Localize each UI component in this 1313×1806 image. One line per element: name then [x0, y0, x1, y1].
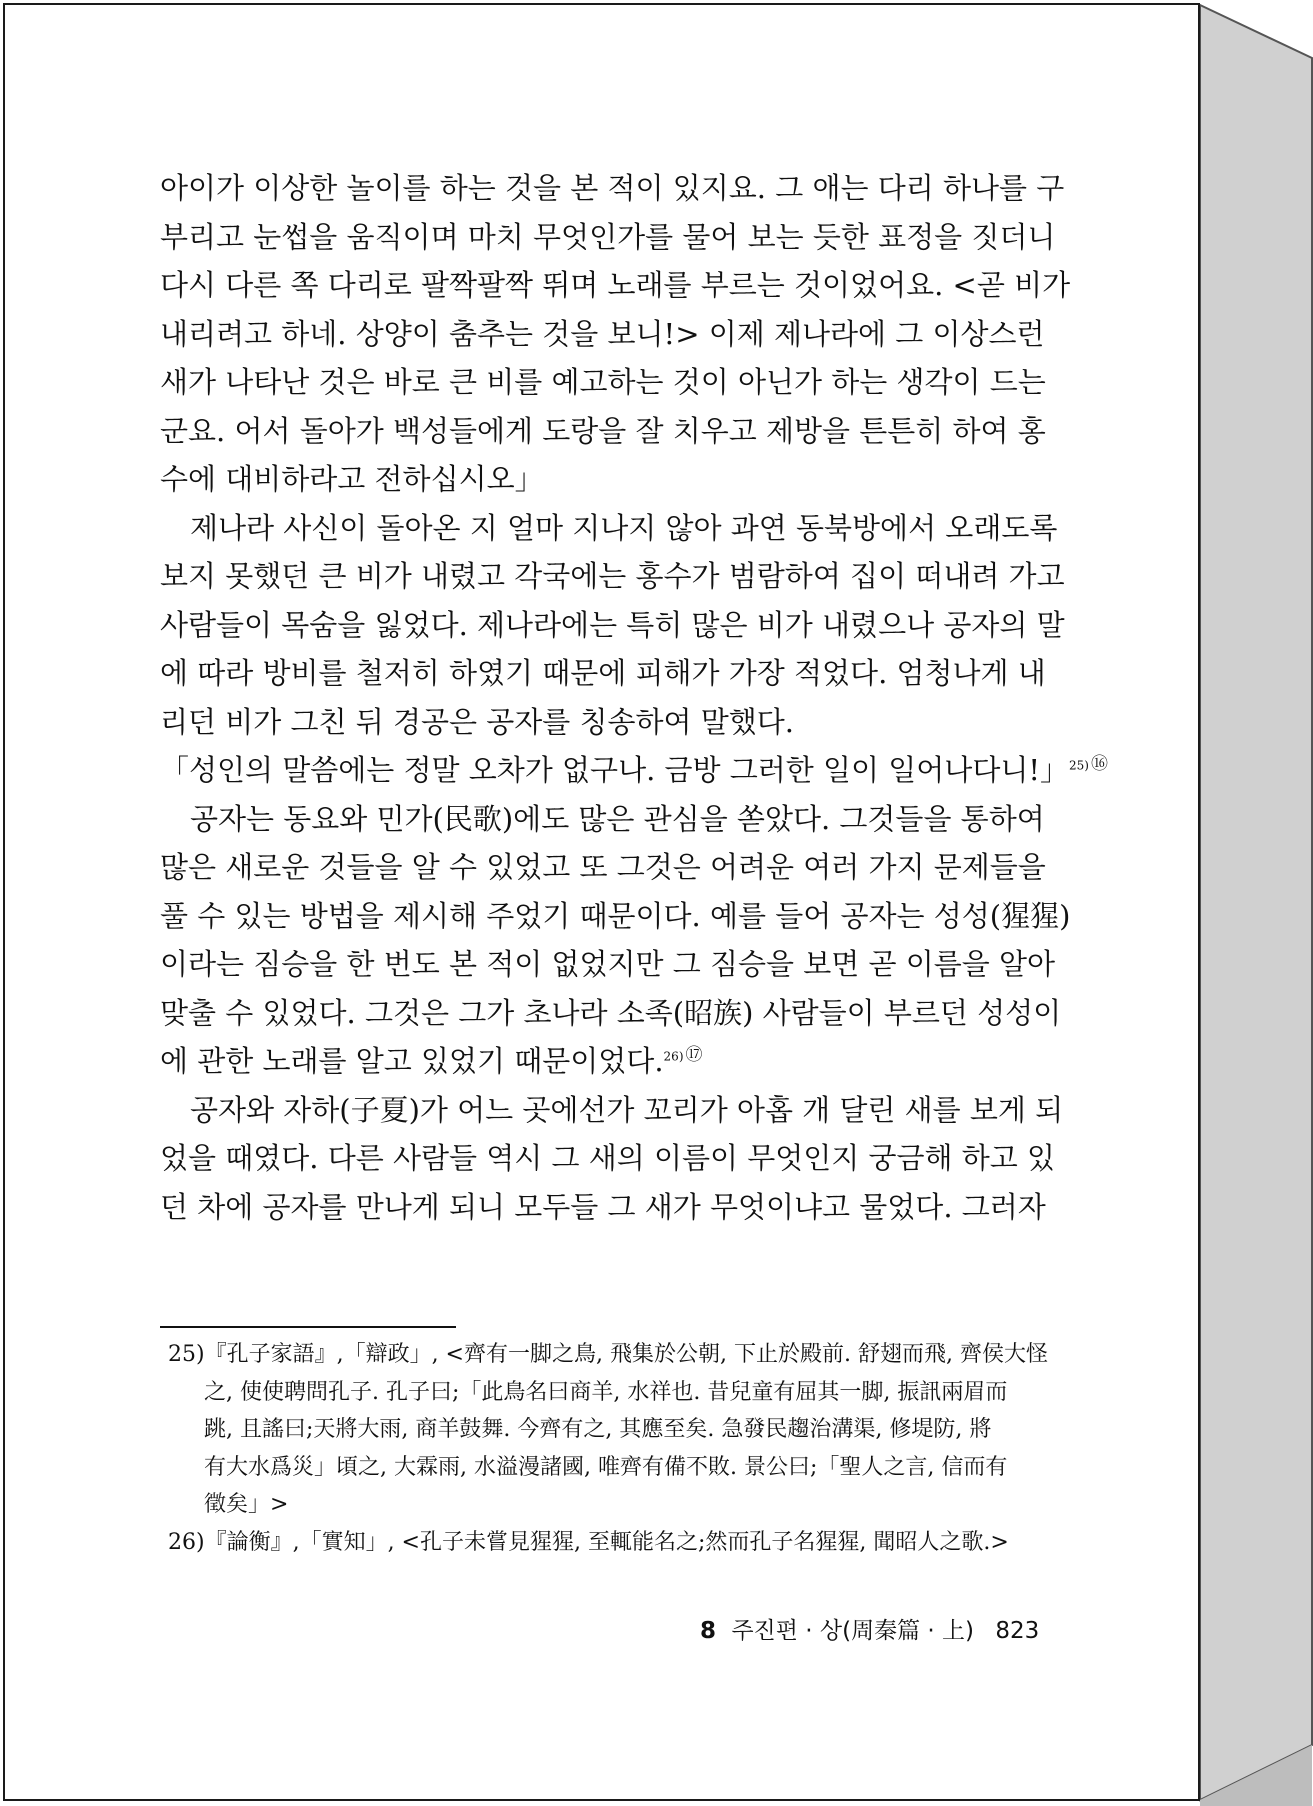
- body-line: 보지 못했던 큰 비가 내렸고 각국에는 홍수가 범람하여 집이 떠내려 가고: [160, 559, 1065, 593]
- body-line: 많은 새로운 것들을 알 수 있었고 또 그것은 어려운 여러 가지 문제들을: [160, 850, 1046, 884]
- body-line: 새가 나타난 것은 바로 큰 비를 예고하는 것이 아닌가 하는 생각이 드는: [160, 365, 1046, 399]
- body-line: 군요. 어서 돌아가 백성들에게 도랑을 잘 치우고 제방을 튼튼히 하여 홍: [160, 413, 1046, 448]
- body-line-with-ref: [160, 1037, 1050, 1086]
- body-line: 다시 다른 쪽 다리로 팔짝팔짝 뛰며 노래를 부르는 것이었어요. <곧 비가: [160, 268, 1071, 302]
- footnote-ref-26: 26): [663, 1049, 684, 1064]
- body-line: 이라는 짐승을 한 번도 본 적이 없었지만 그 짐승을 보면 곧 이름을 알아: [160, 947, 1056, 981]
- body-line: 던 차에 공자를 만나게 되니 모두들 그 새가 무엇이냐고 물었다. 그러자: [160, 1189, 1046, 1224]
- body-line: 부리고 눈썹을 움직이며 마치 무엇인가를 물어 보는 듯한 표정을 짓더니: [160, 219, 1056, 254]
- body-line: 아이가 이상한 놀이를 하는 것을 본 적이 있지요. 그 애는 다리 하나를 구: [160, 171, 1065, 205]
- quote-line: [160, 746, 1108, 795]
- endnote-mark-16: ⑯: [1090, 754, 1108, 775]
- body-line: 수에 대비하라고 전하십시오」: [160, 462, 544, 496]
- footnote-25-line: 之, 使使聘問孔子. 孔子曰;「此鳥名曰商羊, 水祥也. 昔兒童有屈其一脚, 振訊兩眉而: [204, 1379, 1008, 1405]
- footnote-separator: [160, 1326, 456, 1328]
- body-text: [160, 164, 1108, 1231]
- body-line-text: 에 관한 노래를 알고 있었기 때문이었다.: [160, 1044, 664, 1078]
- body-line: 리던 비가 그친 뒤 경공은 공자를 칭송하여 말했다.: [160, 704, 795, 739]
- footnote-25-line: 徵矣」>: [204, 1492, 289, 1517]
- chapter-number: 8: [700, 1618, 717, 1644]
- footnote-25-line: 25)『孔子家語』,「辯政」, <齊有一脚之鳥, 飛集於公朝, 下止於殿前. 舒翅而飛, 齊侯大怪: [168, 1342, 1048, 1367]
- footnote-25-line: 跳, 且謠曰;天將大雨, 商羊鼓舞. 今齊有之, 其應至矣. 急發民趨治溝渠, 修堤防, 將: [204, 1417, 992, 1442]
- endnote-mark-17: ⑰: [685, 1045, 703, 1066]
- body-line: 공자와 자하(子夏)가 어느 곳에선가 꼬리가 아홉 개 달린 새를 보게 되: [190, 1092, 1064, 1127]
- footnote-ref-25: 25): [1069, 758, 1089, 773]
- quote-text: 「성인의 말씀에는 정말 오차가 없구나. 금방 그러한 일이 일어나다니!」: [160, 753, 1069, 787]
- chapter-title: 주진편 · 상(周秦篇 · 上): [731, 1618, 975, 1644]
- footnote-26-line: 26)『論衡』,「實知」, <孔子未嘗見猩猩, 至輒能名之;然而孔子名猩猩, 聞昭人之歌.>: [168, 1529, 1009, 1555]
- body-line: 사람들이 목숨을 잃었다. 제나라에는 특히 많은 비가 내렸으나 공자의 말: [160, 607, 1065, 642]
- body-line: 맞출 수 있었다. 그것은 그가 초나라 소족(昭族) 사람들이 부르던 성성이: [160, 995, 1062, 1030]
- body-line: 내리려고 하네. 상양이 춤추는 것을 보니!> 이제 제나라에 그 이상스런: [160, 316, 1045, 351]
- body-line: 었을 때였다. 다른 사람들 역시 그 새의 이름이 무엇인지 궁금해 하고 있: [160, 1141, 1056, 1175]
- footnotes: [168, 1336, 1048, 1561]
- body-line: 제나라 사신이 돌아온 지 얼마 지나지 않아 과연 동북방에서 오래도록: [190, 510, 1058, 545]
- body-line: 에 따라 방비를 철저히 하였기 때문에 피해가 가장 적었다. 엄청나게 내: [160, 656, 1046, 690]
- body-line: 풀 수 있는 방법을 제시해 주었기 때문이다. 예를 들어 공자는 성성(猩猩): [160, 898, 1071, 933]
- footnote-25-line: 有大水爲災」頃之, 大霖雨, 水溢漫諸國, 唯齊有備不敗. 景公曰;「聖人之言, 信而有: [204, 1454, 1008, 1480]
- page-footer: [700, 1612, 1060, 1645]
- page-number: 823: [995, 1618, 1040, 1644]
- body-line: 공자는 동요와 민가(民歌)에도 많은 관심을 쏟았다. 그것들을 통하여: [190, 801, 1045, 836]
